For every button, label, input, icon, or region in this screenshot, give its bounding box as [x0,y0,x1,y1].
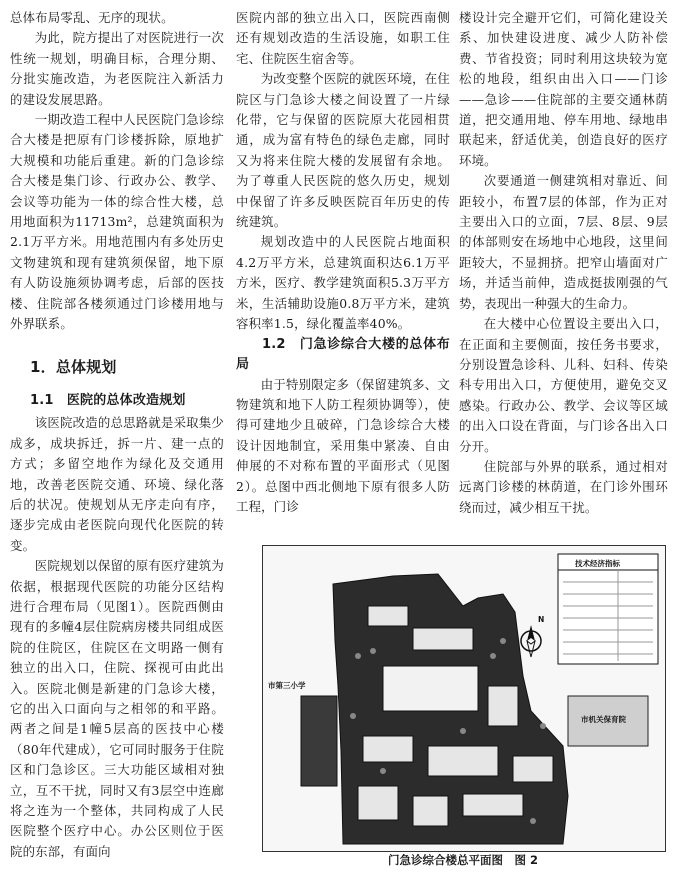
subsection-heading: 1.2 门急诊综合大楼的总体布局 [236,336,450,372]
compass-label: N [538,615,545,624]
text-column-3 [459,8,668,518]
map-label-office: 市机关保育院 [581,715,626,724]
building [463,794,523,816]
paragraph: 规划改造中的人民医院占地面积4.2万平方米，总建筑面积达6.1万平方米，医疗、教学建筑面积5.3万平方米，生活辅助设施0.8万平方米，建筑容积率1.5，绿化覆盖率40%。 [236,234,450,332]
school-block [301,696,337,786]
map-label-school: 市第三小学 [268,681,306,690]
building [368,606,408,626]
paragraph: 一期改造工程中人民医院门急诊综合大楼是把原有门诊楼拆除，原地扩大规模和功能后重建。新的门急诊综合大楼是集门诊、行政办公、教学、会议等功能为一体的综合性大楼，总用地面积为11713m²，总建筑面积为2.1万平方米。用地范围内有多处历史文物建筑和现有建筑须保留，地下原有人防设施须协调考虑，后部的医技楼、住院部各楼须通过门诊楼用地与外界联系。 [10,112,224,332]
paragraph: 由于特别限定多（保留建筑多、文物建筑和地下人防工程须协调等），使得可建地少且破碎，门急诊综合大楼设计因地制宜，采用集中紧凑、自由伸展的不对称布置的平面形式（见图2）。总图中西北侧地下原有很多人防工程，门诊 [236,376,450,514]
paragraph: 为此，院方提出了对医院进行一次性统一规划，明确目标，合理分期、分批实施改造，为老医院注入新活力的建设发展思路。 [10,30,224,107]
figure-caption: 门急诊综合楼总平面图 图 2 [387,853,538,867]
paragraph: 医院内部的独立出入口，医院西南侧还有规划改造的生活设施，如职工住宅、住院医生宿舍等。 [236,10,450,66]
building [513,756,553,782]
paragraph: 次要通道一侧建筑相对靠近、间距较小，布置7层的体部，作为正对主要出入口的立面，7层、8层、9层的体部则安在场地中心地段，这里间距较大，不显拥挤。把窄山墙面对广场，并适当前伸，造成挺拔刚强的气势，表现出一种强大的生命力。 [459,173,668,311]
section-heading: 1．总体规划 [30,357,117,376]
paragraph: 医院规划以保留的原有医疗建筑为依据，根据现代医院的功能分区结构进行合理布局（见图1）。医院西侧由现有的多幢4层住院病房楼共同组成医院的住院区，住院区在文明路一侧有独立的出入口，住院、探视可由此出入。医院北侧是新建的门急诊大楼，它的出入口面向与之相邻的和平路。两者之间是1幢5层高的医技中心楼（80年代建成），它可同时服务于住院区和门急诊区。三大功能区域相对独立，互不干扰，同时又有3层空中连廊将之连为一个整体，共同构成了人民医院整个医疗中心。办公区则位于医院的东部，有面向 [10,558,224,859]
paragraph: 为改变整个医院的就医环境，在住院区与门急诊大楼之间设置了一片绿化带，它与保留的医院原大花园相贯通，成为富有特色的绿色走廊，同时又为将来住院大楼的发展留有余地。为了尊重人民医院的悠久历史，规划中保留了许多反映医院百年历史的传统建筑。 [236,71,450,230]
paragraph: 住院部与外界的联系，通过相对远离门诊楼的林荫道，在门诊外围环绕而过，减少相互干扰。 [459,458,668,515]
technical-data-table [558,554,658,664]
site-plan-drawing [263,546,665,851]
paragraph: 总体布局零乱、无序的现状。 [10,10,174,25]
site-plan-figure [262,545,666,852]
building [363,736,413,762]
main-building [383,666,478,711]
building [428,746,498,776]
paragraph: 楼设计完全避开它们，可简化建设关系、加快建设进度、减少人防补偿费、节省投资；同时利用这块较为宽松的地段，组织由出入口——门诊——急诊——住院部的主要交通林荫道，把交通用地、停车用地、绿地串联起来，舒适优美，创造良好的医疗环境。 [459,10,668,168]
compass-icon [521,625,541,657]
building [358,786,398,820]
building [413,628,473,650]
paragraph: 该医院改造的总思路就是采取集少成多，成块拆迁，拆一片、建一点的方式；多留空地作为绿化及交通用地，改善老医院交通、环境、绿化落后的状况。使规划从无序走向有序，逐步完成由老医院向现代化医院的转变。 [10,415,224,553]
building [488,686,518,726]
table-title: 技术经济指标 [575,559,620,568]
subsection-heading: 1.1 医院的总体改造规划 [30,392,186,408]
text-column-1 [10,8,224,862]
building [413,796,448,826]
text-column-2 [236,8,450,517]
paragraph: 在大楼中心位置设主要出入口，在正面和主要侧面，按任务书要求，分别设置急诊科、儿科、妇科、传染科专用出入口，方便使用，避免交叉感染。行政办公、教学、会议等区域的出入口设在背面，与门诊各出入口分开。 [459,316,668,454]
